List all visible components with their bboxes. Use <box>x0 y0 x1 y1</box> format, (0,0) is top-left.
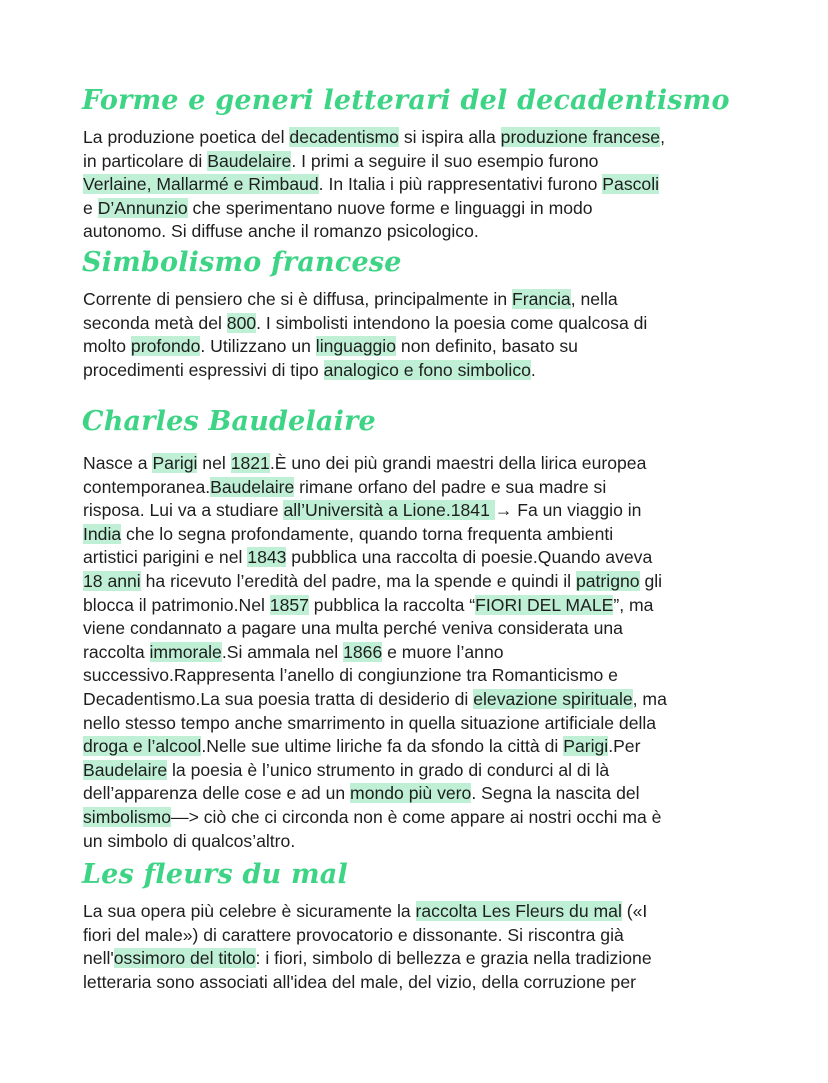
text-segment: successivo.Rappresenta l’anello di congiunzione tra Romanticismo e <box>83 665 618 686</box>
highlighted-text: droga e l’alcool <box>83 736 202 757</box>
text-segment: . I primi a seguire il suo esempio furono <box>291 150 599 171</box>
text-line <box>83 312 763 336</box>
highlighted-text: 1857 <box>269 594 309 615</box>
text-segment: viene condannato a pagare una multa perché veniva considerata una <box>83 618 623 639</box>
text-segment: : i fiori, simbolo di bellezza e grazia nella tradizione <box>255 948 652 969</box>
section-heading: Les fleurs du mal <box>82 859 348 890</box>
highlighted-text: immorale <box>149 641 222 662</box>
text-line <box>83 830 763 854</box>
section-paragraph <box>83 452 763 853</box>
text-line <box>83 523 763 547</box>
highlighted-text: 18 anni <box>83 570 141 591</box>
section-heading: Simbolismo francese <box>82 247 402 278</box>
text-line <box>83 947 763 971</box>
text-line <box>83 546 763 570</box>
text-segment: rimane orfano del padre e sua madre si <box>294 476 607 497</box>
text-segment: contemporanea. <box>83 476 211 497</box>
text-segment: ”, ma <box>613 594 654 615</box>
text-segment: e muore l’anno <box>382 641 504 662</box>
highlighted-text: ossimoro del titolo <box>113 948 256 969</box>
text-segment: ha ricevuto l’eredità del padre, ma la spende e quindi il <box>140 570 576 591</box>
text-segment: .Per <box>608 736 641 757</box>
text-line <box>83 688 763 712</box>
text-line <box>83 288 763 312</box>
text-line <box>83 594 763 618</box>
highlighted-text: Verlaine, Mallarmé e Rimbaud <box>83 174 319 195</box>
text-segment: raccolta <box>83 641 150 662</box>
text-segment: pubblica una raccolta di poesie.Quando aveva <box>286 547 653 568</box>
highlighted-text: D’Annunzio <box>97 197 188 218</box>
text-line <box>83 806 763 830</box>
text-segment: . In Italia i più rappresentativi furono <box>318 174 603 195</box>
highlighted-text: India <box>83 523 122 544</box>
text-segment: e <box>83 197 98 218</box>
text-line <box>83 476 763 500</box>
text-segment: autonomo. Si diffuse anche il romanzo psicologico. <box>83 221 479 242</box>
text-segment: , nella <box>570 289 618 309</box>
text-segment: . I simbolisti intendono la poesia come qualcosa di <box>256 312 648 333</box>
text-line <box>83 197 763 221</box>
highlighted-text: profondo <box>130 336 201 357</box>
text-line <box>83 712 763 736</box>
highlighted-text: elevazione spirituale <box>473 688 633 709</box>
text-segment: fiori del male») di carattere provocatorio e dissonante. Si riscontra già <box>83 924 624 945</box>
text-line <box>83 335 763 359</box>
text-segment: in particolare di <box>83 150 208 171</box>
highlighted-text: patrigno <box>575 570 640 591</box>
highlighted-text: Parigi <box>152 453 198 473</box>
highlighted-text: 1843 <box>247 547 287 568</box>
highlighted-text: Pascoli <box>602 174 660 195</box>
text-line <box>83 617 763 641</box>
highlighted-text: Baudelaire <box>83 759 168 780</box>
text-line <box>83 735 763 759</box>
text-segment: pubblica la raccolta “ <box>308 594 476 615</box>
text-segment: nell' <box>83 948 114 969</box>
text-line <box>83 900 763 924</box>
text-segment: artistici parigini e nel <box>83 547 248 568</box>
text-line <box>83 452 763 476</box>
text-segment: . Segna la nascita del <box>471 783 640 804</box>
text-segment: .È uno dei più grandi maestri della lirica europea <box>269 453 647 473</box>
text-segment: risposa. Lui va a studiare <box>83 500 284 521</box>
text-segment: . Utilizzano un <box>200 336 316 357</box>
text-segment: procedimenti espressivi di tipo <box>83 359 324 380</box>
highlighted-text: simbolismo <box>83 806 171 827</box>
section-heading: Forme e generi letterari del decadentismo <box>82 85 730 116</box>
highlighted-text: 1866 <box>343 641 383 662</box>
text-line <box>83 359 763 383</box>
text-segment: non definito, basato su <box>396 336 578 357</box>
text-segment: nello stesso tempo anche smarrimento in quella situazione artificiale della <box>83 712 657 733</box>
highlighted-text: 800 <box>226 312 257 333</box>
text-segment: che sperimentano nuove forme e linguaggi in modo <box>187 197 593 218</box>
text-segment: La produzione poetica del <box>83 127 290 147</box>
section-paragraph <box>83 900 763 994</box>
text-line <box>83 782 763 806</box>
highlighted-text: analogico e fono simbolico <box>323 359 531 380</box>
text-segment: blocca il patrimonio.Nel <box>83 594 270 615</box>
highlighted-text: linguaggio <box>315 336 397 357</box>
text-segment: dell’apparenza delle cose e ad un <box>83 783 351 804</box>
text-segment: un simbolo di qualcos’altro. <box>83 830 296 851</box>
text-segment: la poesia è l’unico strumento in grado di condurci al di là <box>167 759 610 780</box>
text-segment: —> ciò che ci circonda non è come appare ai nostri occhi ma è <box>171 806 662 827</box>
text-line <box>83 126 763 150</box>
highlighted-text: raccolta Les Fleurs du mal <box>415 901 622 921</box>
text-line <box>83 924 763 948</box>
text-segment: Decadentismo.La sua poesia tratta di desiderio di <box>83 688 474 709</box>
highlighted-text: Francia <box>512 289 571 309</box>
section-heading: Charles Baudelaire <box>82 406 376 437</box>
text-segment: → Fa un viaggio in <box>494 500 642 521</box>
text-segment: molto <box>83 336 131 357</box>
text-line <box>83 664 763 688</box>
text-line <box>83 173 763 197</box>
text-line <box>83 759 763 783</box>
text-segment: gli <box>639 570 663 591</box>
text-segment: letteraria sono associati all'idea del male, del vizio, della corruzione per <box>83 971 636 992</box>
text-segment: nel <box>197 453 231 473</box>
section-paragraph <box>83 126 763 244</box>
text-segment: Nasce a <box>83 453 153 473</box>
section-paragraph <box>83 288 763 382</box>
highlighted-text: 1821 <box>230 453 270 473</box>
text-line <box>83 641 763 665</box>
text-segment: Corrente di pensiero che si è diffusa, principalmente in <box>83 289 513 309</box>
text-segment: , <box>660 127 665 147</box>
text-line <box>83 150 763 174</box>
highlighted-text: Parigi <box>563 736 609 757</box>
text-line <box>83 971 763 995</box>
text-segment: .Nelle sue ultime liriche fa da sfondo la città di <box>201 736 564 757</box>
highlighted-text: Baudelaire <box>210 476 295 497</box>
text-segment: .Si ammala nel <box>221 641 344 662</box>
text-segment: si ispira alla <box>398 127 501 147</box>
highlighted-text: mondo più vero <box>350 783 472 804</box>
text-segment: seconda metà del <box>83 312 227 333</box>
text-segment: , ma <box>632 688 667 709</box>
text-line <box>83 220 763 244</box>
highlighted-text: produzione francese <box>500 127 661 147</box>
text-line <box>83 570 763 594</box>
text-segment: («I <box>621 901 648 921</box>
text-line <box>83 499 763 523</box>
highlighted-text: decadentismo <box>289 127 399 147</box>
highlighted-text: Baudelaire <box>207 150 292 171</box>
text-segment: che lo segna profondamente, quando torna frequenta ambienti <box>121 523 614 544</box>
highlighted-text: all’Università a Lione.1841 <box>283 500 495 521</box>
highlighted-text: FIORI DEL MALE <box>475 594 614 615</box>
text-segment: La sua opera più celebre è sicuramente la <box>83 901 416 921</box>
text-segment: . <box>530 359 536 380</box>
